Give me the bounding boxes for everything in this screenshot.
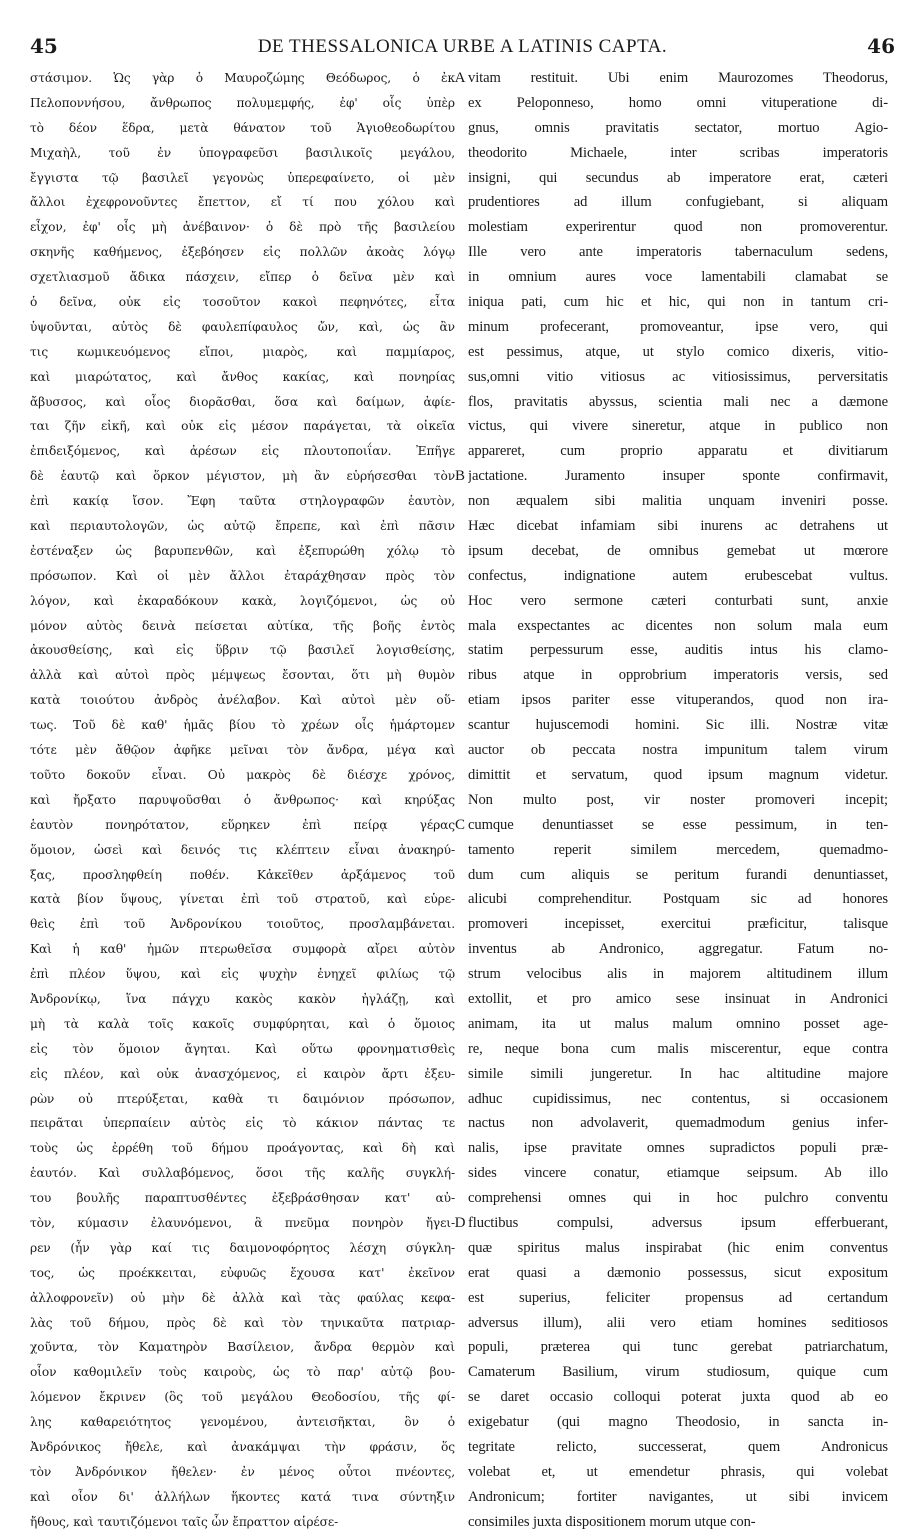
- latin-text-line: flos, pravitatis abyssus, scientia mali nec a dæmone: [468, 393, 888, 410]
- greek-text-line: ἐστέναξεν ὡς βαρυπενθῶν, καὶ ἐξεπυρώθη χόλῳ τὸ: [30, 543, 455, 558]
- latin-text-line: sus,omni vitio vitiosus ac vitiosissimus, perversitatis: [468, 368, 888, 385]
- latin-text-line: Hoc vero sermone cæteri conturbati sunt, anxie: [468, 592, 888, 609]
- left-page-number: 45: [30, 34, 58, 58]
- latin-text-line: quæ spiritus malus inspirabat (hic enim conventus: [468, 1239, 888, 1256]
- greek-text-line: λης καθαρειότητος γενομένου, ἀντεισῆκται, ὃν ὁ: [30, 1415, 455, 1430]
- greek-text-line: τοῦτο δοκοῦν εἶναι. Οὐ μακρὸς δὲ διέσχε χρόνος,: [30, 767, 455, 782]
- greek-text-line: ὁ δεῖνα, οὐκ εἰς τοσοῦτον κακοὶ πεφηνότες, εἶτα: [30, 295, 455, 310]
- greek-text-line: ἑαυτόν. Καὶ συλλαβόμενος, ὅσοι τῆς καλῆς συγκλή-: [30, 1166, 455, 1181]
- greek-text-line: ἐπὶ κακίᾳ ἴσον. Ἔφη ταῦτα στηλογραφῶν ἑαυτὸν,: [30, 494, 455, 509]
- greek-text-line: καὶ ἤρξατο παρυψοῦσθαι ὁ ἄνθρωπος· καὶ κηρύξας: [30, 792, 455, 807]
- latin-text-line: in omnium aures voce lamentabili clamabat se: [468, 269, 888, 286]
- latin-text-line: Hæc dicebat infamiam sibi inurens ac detrahens ut: [468, 518, 888, 535]
- latin-text-line: auctor ob peccata nostra impunitum talem virum: [468, 742, 888, 759]
- right-page-number: 46: [867, 34, 895, 58]
- greek-text-line: ἑαυτὸν πονηρότατον, εὕρηκεν ἐπὶ πείρᾳ γέρας: [30, 817, 455, 832]
- latin-text-line: consimiles juxta dispositionem morum utque con-: [468, 1513, 756, 1530]
- greek-text-line: μὴ τὰ καλὰ τοῖς κακοῖς συμφύρηται, καὶ ὁ ὅμοιος: [30, 1016, 455, 1031]
- latin-text-line: dum cum aliquis se peritum furandi denuntiasset,: [468, 866, 888, 883]
- latin-text-line: sides vincere conatur, etiamque seipsum. Ab illo: [468, 1165, 888, 1182]
- latin-text-line: comprehensi omnes qui in hoc pulchro conventu: [468, 1190, 888, 1207]
- latin-text-line: theodorito Michaele, inter scribas imperatoris: [468, 144, 888, 161]
- greek-text-line: καὶ μιαρώτατος, καὶ ἄνθος κακίας, καὶ πονηρίας: [30, 369, 455, 384]
- greek-text-line: κατὰ βίον ὕψους, γίνεται ἐπὶ τοῦ στρατοῦ, καὶ εὑρε-: [30, 892, 455, 907]
- greek-text-line: κατὰ τοιούτου ἀνδρὸς ἀνέλαβον. Καὶ αὐτοὶ μὲν οὕ-: [30, 693, 455, 708]
- latin-text-line: ex Peloponneso, homo omni vituperatione di-: [468, 94, 888, 111]
- greek-text-line: ἀλλοφρονεῖν) οὐ μὴν δὲ ἀλλὰ καὶ τὰς φαύλας κεφα-: [30, 1290, 455, 1305]
- latin-text-line: etiam ipsos pariter esse vituperandos, quod non ira-: [468, 692, 888, 709]
- latin-text-line: vitam restituit. Ubi enim Maurozomes Theodorus,: [468, 70, 888, 86]
- latin-text-line: exigebatur (qui magno Theodosio, in sancta in-: [468, 1414, 888, 1431]
- greek-text-line: θεὶς ἐπὶ τοῦ Ἀνδρονίκου τοιοῦτος, προσλαμβάνεται.: [30, 917, 455, 932]
- latin-text-line: tegritate relicto, successerat, quem Andronicus: [468, 1438, 888, 1455]
- greek-text-line: καὶ οἷον δι' ἀλλήλων ἥκοντες κατά τινα σύντηξιν: [30, 1489, 455, 1504]
- latin-text-line: prudentiores ad illum confugiebant, si aliquam: [468, 194, 888, 211]
- latin-text-line: alicubi comprehenditur. Postquam sic ad honores: [468, 891, 888, 908]
- latin-text-line: nactus non advolaverit, quemadmodum genius infer-: [468, 1115, 888, 1132]
- latin-text-line: appareret, cum proprio apparatu et divitiarum: [468, 443, 888, 460]
- latin-text-line: volebat et, ut emendetur phrasis, qui volebat: [468, 1463, 888, 1480]
- greek-text-line: λόγον, καὶ ἐκαραδόκουν κακὰ, λογιζόμενοι, ὡς οὐ: [30, 593, 455, 608]
- greek-text-line: πειρᾶται ὑπερπαίειν αὐτὸς εἰς τὸ κάκιον πάντας τε: [30, 1116, 455, 1131]
- greek-text-line: οἷον καθομιλεῖν τοὺς καιροὺς, ὡς τὸ παρ' αὐτῷ βου-: [30, 1365, 455, 1380]
- greek-text-line: σκηνῆς καθήμενος, ἐξεβόησεν εἰς πολλῶν ἀκοὰς λόγῳ: [30, 245, 455, 260]
- latin-text-line: Non multo post, vir noster promoveri incepit;: [468, 791, 888, 808]
- greek-text-line: Ἀνδρονίκῳ, ἵνα πάγχυ κακὸς κακὸν ἠγλάζῃ, καὶ: [30, 991, 455, 1006]
- latin-text-line: cumque denuntiasset se esse pessimum, in ten-: [468, 816, 888, 833]
- latin-text-line: strum velocibus alis in majorem altitudinem illum: [468, 966, 888, 983]
- latin-text-line: jactatione. Juramento insuper sponte confirmavit,: [468, 468, 888, 485]
- latin-text-line: est pessimus, atque, ut stylo comico dixeris, vitio-: [468, 343, 888, 360]
- greek-text-line: εἰς πλέον, καὶ οὐκ ἀνασχόμενος, εἰ καιρὸν ἄρτι ἐξευ-: [30, 1066, 455, 1081]
- greek-text-line: τὸν Ἀνδρόνικον ἤθελεν· ἐν μένος οὗτοι πνέοντες,: [30, 1464, 455, 1479]
- greek-text-line: σχετλιασμοῦ ἄδικα πάσχειν, εἴπερ ὁ δεῖνα μὲν καὶ: [30, 270, 455, 285]
- latin-text-line: est superius, feliciter propensus ad certandum: [468, 1289, 888, 1306]
- greek-text-line: του βουλῆς παραπτυσθέντες ἐξεβράσθησαν κατ' αὐ-: [30, 1191, 455, 1206]
- greek-text-line: ἤθους, καὶ ταυτιζόμενοι ταῖς ὧν ἔπραττον αἱρέσε-: [30, 1514, 339, 1529]
- greek-text-line: ρὼν οὐ πτερύξεται, καθὰ τι δαιμόνιον πρόσωπον,: [30, 1091, 455, 1106]
- greek-text-line: ἐπιδειξόμενος, καὶ ἀρέσων εἰς πλουτοποιΐαν. Ἐπῆγε: [30, 444, 455, 459]
- latin-text-line: ribus atque in opprobrium imperatoris versis, sed: [468, 667, 888, 684]
- greek-text-line: λὰς τοῦ δήμου, πρὸς δὲ καὶ τὸν τηνικαῦτα πατριαρ-: [30, 1315, 455, 1330]
- greek-text-line: ἄλλοι ἐχεφρονοῦντες ἔπεττον, εἴ τί που χόλου καὶ: [30, 195, 455, 210]
- greek-text-line: Ἀνδρόνικος ἤθελε, καὶ ἀνακάμψαι τὴν φράσιν, ὅς: [30, 1439, 455, 1454]
- greek-text-line: Μιχαὴλ, τοῦ ἐν ὑπογραφεῦσι βασιλικοῖς μεγάλου,: [30, 145, 455, 160]
- latin-text-line: gnus, omnis pravitatis sectator, mortuo Agio-: [468, 119, 888, 136]
- section-marker: C: [454, 817, 465, 833]
- section-marker: B: [454, 468, 465, 485]
- greek-text-line: Πελοποννήσου, ἄνθρωπος πολυμεμφής, ἐφ' οἷς ὑπὲρ: [30, 95, 455, 110]
- section-marker: A: [454, 70, 466, 86]
- latin-text-line: nalis, ipse pravitate omnes supradictos populi præ-: [468, 1140, 888, 1157]
- latin-text-line: erat quasi a dæmonio possessus, sicut expositum: [468, 1264, 888, 1281]
- latin-text-line: non æqualem sibi malitia unquam inveniri posse.: [468, 493, 888, 510]
- greek-text-line: ἀλλὰ καὶ αὐτοὶ πρὸς μέμψεως ἔσονται, ὅτι μὴ θυμὸν: [30, 668, 455, 683]
- latin-text-line: Camaterum Basilium, virum studiosum, quique cum: [468, 1364, 888, 1381]
- greek-text-line: τοὺς ὡς ἐρρέθη τοῦ δήμου προάγοντας, καὶ δὴ καὶ: [30, 1141, 455, 1156]
- latin-text-line: molestiam experirentur quod non promoverentur.: [468, 219, 888, 236]
- latin-text-line: fluctibus compulsi, adversus ipsum efferbuerant,: [468, 1214, 888, 1231]
- latin-text-line: tamento reperit similem mercedem, quemadmo-: [468, 841, 888, 858]
- latin-text-line: confectus, indignatione autem erubescebat vultus.: [468, 567, 888, 584]
- greek-text-line: στάσιμον. Ὡς γὰρ ὁ Μαυροζώμης Θεόδωρος, ὁ ἐκ: [30, 71, 455, 85]
- latin-text-line: se daret occasio colloqui poterat juxta quod ab eo: [468, 1389, 888, 1406]
- greek-text-line: ἄβυσσος, καὶ οἷος διορᾶσθαι, ὅσα καὶ δαίμων, ἀφίε-: [30, 394, 455, 409]
- latin-text-line: inventus ab Andronico, aggregatur. Fatum no-: [468, 941, 888, 958]
- greek-text-column: [30, 66, 455, 1535]
- latin-text-line: scantur hujuscemodi homini. Sic illi. Nostræ vitæ: [468, 717, 888, 734]
- greek-text-line: λόμενον ἔκρινεν (ὃς τοῦ μεγάλου Θεοδοσίου, τῆς φί-: [30, 1390, 455, 1405]
- greek-text-line: ρεν (ἦν γὰρ καί τις δαιμονοφόρητος λέσχη σύγκλη-: [30, 1240, 455, 1255]
- greek-text-line: ἐπὶ πλέον ὕψου, καὶ εἰς ψυχὴν ἐνηχεῖ φιλίως τῷ: [30, 967, 455, 982]
- latin-text-line: victus, qui vivere sineretur, atque in publico non: [468, 418, 888, 435]
- latin-text-line: iniqua pati, cum hic et hic, qui non in tantum cri-: [468, 294, 888, 311]
- latin-text-line: simile simili jungeretur. In hac altitudine majore: [468, 1065, 888, 1082]
- latin-text-line: adhuc cupidissimus, nec contentus, si occasionem: [468, 1090, 888, 1107]
- greek-text-line: ὑψοῦνται, αὐτὸς δὲ φαυλεπίφαυλος ὤν, καὶ, ὡς ἂν: [30, 319, 455, 334]
- latin-text-line: Andronicum; fortiter navigantes, ut sibi invicem: [468, 1488, 888, 1505]
- greek-text-line: ἔγγιστα τῷ βασιλεῖ γεγονὼς ὑπερεφαίνετο, οἱ μὲν: [30, 170, 455, 185]
- latin-text-line: dimittit et servatum, quod ipsum magnum videtur.: [468, 766, 888, 783]
- greek-text-line: δὲ ἑαυτῷ καὶ ὅρκον μέγιστον, μὴ ἂν εὑρήσεσθαι τὸν: [30, 469, 455, 484]
- greek-text-line: χοῦντα, τὸν Καματηρὸν Βασίλειον, ἄνδρα θερμὸν καὶ: [30, 1340, 455, 1355]
- latin-text-column: [468, 66, 888, 1535]
- latin-text-line: mala exspectantes ac dicentes non solum mala eum: [468, 617, 888, 634]
- latin-text-line: populi, præterea qui tunc gerebat patriarchatum,: [468, 1339, 888, 1356]
- latin-text-line: statim perpessurum esse, auditis intus his clamo-: [468, 642, 888, 659]
- latin-text-line: minum profecerant, promoveantur, ipse vero, qui: [468, 318, 888, 335]
- latin-text-line: animam, ita ut malus malum omnino posset age-: [468, 1015, 888, 1032]
- running-title: DE THESSALONICA URBE A LATINIS CAPTA.: [257, 36, 668, 57]
- greek-text-line: ἀκουσθείσης, καὶ εἰς ὕβριν τῷ βασιλεῖ λογισθείσης,: [30, 643, 455, 658]
- greek-text-line: εἰς τὸν ὅμοιον ἄγηται. Καὶ οὕτω φρονηματισθεὶς: [30, 1041, 455, 1056]
- greek-text-line: ξας, προσληφθείη ποθέν. Κἀκεῖθεν ἀρξάμενος τοῦ: [30, 867, 455, 882]
- greek-text-line: ται ζῆν εἰκῆ, καὶ οὐκ εἰς μέσον παράγεται, τὰ οἰκεῖα: [30, 419, 455, 434]
- latin-text-line: promoveri incepisset, exercitui præficitur, talisque: [468, 916, 888, 933]
- greek-text-line: Καὶ ἡ καθ' ἡμῶν πτερωθεῖσα συμφορὰ αἴρει αὐτὸν: [30, 942, 455, 957]
- greek-text-line: πρόσωπον. Καὶ οἱ μὲν ἄλλοι ἐταράχθησαν πρὸς τὸν: [30, 568, 455, 583]
- page-header: [30, 34, 895, 64]
- greek-text-line: τις κωμικευόμενος εἴποι, μιαρὸς, καὶ παμμίαρος,: [30, 344, 455, 359]
- latin-text-line: adversus illum), alii vero etiam homines seditiosos: [468, 1314, 888, 1331]
- greek-text-line: καὶ περιαυτολογῶν, ὡς αὐτῷ ἔπρεπε, καὶ ἐπὶ πᾶσιν: [30, 519, 455, 534]
- greek-text-line: τως. Τοῦ δὲ καθ' ἡμᾶς βίου τὸ χρέων οἷς ἡμάρτομεν: [30, 718, 455, 733]
- greek-text-line: μόνον αὐτὸς δεινὰ πείσεται αὐτίκα, τῆς βοῆς ἐντὸς: [30, 618, 455, 633]
- greek-text-line: τος, ὡς προέκκειται, εὐφυῶς ἔχουσα κατ' ἐκεῖνον: [30, 1265, 455, 1280]
- greek-text-line: ὅμοιον, ὡσεὶ καὶ δεινός τις κλέπτειν εἶναι ἀνακηρύ-: [30, 842, 455, 857]
- section-marker: D: [454, 1215, 466, 1232]
- latin-text-line: extollit, et pro amico sese insinuat in Andronici: [468, 990, 888, 1007]
- greek-text-line: τὸ δέον ἕδρα, μετὰ θάνατον τοῦ Ἁγιοθεοδωρίτου: [30, 120, 455, 135]
- greek-text-line: τότε μὲν ἄθῷον ἀφῆκε μεῖναι τὸν ἄνδρα, μέγα καὶ: [30, 743, 455, 758]
- greek-text-line: εἶχον, ἐφ' οἷς μὴ ἀνέβαινον· ὁ δὲ πρὸ τῆς βασιλείου: [30, 220, 455, 235]
- latin-text-line: ipsum decebat, de omnibus gemebat ut mœrore: [468, 542, 888, 559]
- greek-text-line: τὸν, κύμασιν ἐλαυνόμενοι, ἃ πνεῦμα πονηρὸν ἤγει-: [30, 1215, 455, 1230]
- latin-text-line: re, neque bona cum malis miscerentur, eque contra: [468, 1040, 888, 1057]
- latin-text-line: insigni, qui secundus ab imperatore erat, cæteri: [468, 169, 888, 186]
- latin-text-line: Ille vero ante imperatoris tabernaculum sedens,: [468, 244, 888, 261]
